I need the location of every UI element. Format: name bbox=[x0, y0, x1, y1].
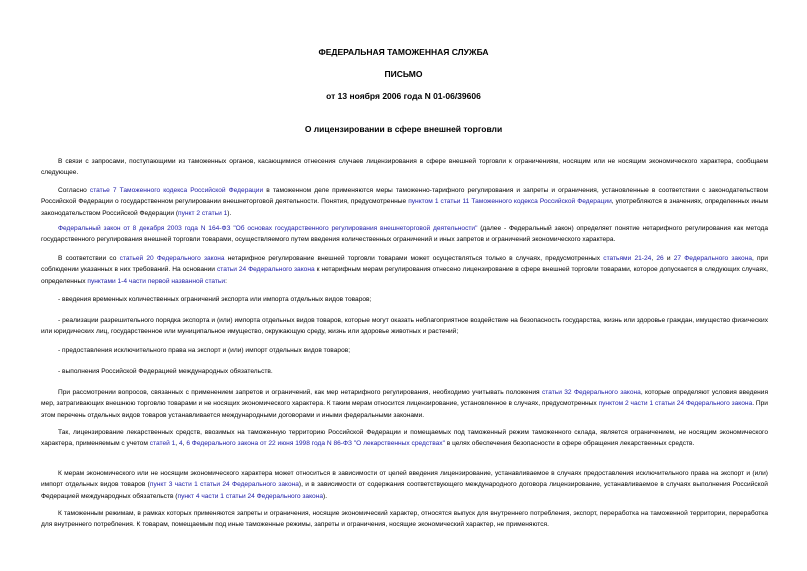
link-point-3-article-24[interactable]: пункт 3 части 1 статьи 24 Федерального закона bbox=[149, 481, 299, 489]
list-item-text: - предоставления исключительного права на экспорт и (или) импорт отдельных видов товаров; bbox=[58, 347, 351, 354]
link-article-1-point-2[interactable]: пункт 2 статьи 1 bbox=[178, 209, 228, 217]
link-law-article-32[interactable]: статьи 32 Федерального закона bbox=[541, 389, 641, 396]
document-date-number: от 13 ноября 2006 года N 01-06/39606 bbox=[326, 91, 481, 101]
link-law-86-article-1[interactable]: статей 1 bbox=[149, 440, 176, 448]
paragraph-1-text: В связи с запросами, поступающими из таможенных органов, касающимися отнесения случаев лицензирования в сфере внешней торговли к ограничениям, носящим или не носящим экономического характера, сообщаем следующее. bbox=[41, 158, 768, 177]
p4-text-7: : bbox=[225, 277, 227, 285]
link-points-1-4[interactable]: пунктами 1-4 части первой названной статьи bbox=[87, 277, 226, 285]
p5-text-1: При рассмотрении вопросов, связанных с применением запретов и ограничений, как мер нетарифного регулирования, необходимо учитывать положения bbox=[58, 389, 542, 396]
p5-text-2: , которые определяют условия введения мер, затрагивающих внешнюю торговлю товарами и не носящих экономического характера. К таким мерам относится лицензирование, установленное в случаях, предусмотренных bbox=[41, 389, 769, 408]
link-law-article-27[interactable]: 27 Федерального закона bbox=[673, 255, 753, 262]
list-item-text: - введения временных количественных ограничений экспорта или импорта отдельных видов товаров; bbox=[58, 296, 372, 303]
p2-text-3: , употребляются в значениях, определенных иным законодательством Российской Федерации ( bbox=[41, 198, 768, 217]
document-subject: О лицензировании в сфере внешней торговли bbox=[304, 124, 503, 134]
paragraph-4 bbox=[41, 253, 768, 287]
link-law-86-article-4[interactable]: 4 bbox=[178, 440, 183, 448]
p2-text-2: в таможенном деле применяются меры таможенно-тарифного регулирования и запреты и ограничения, установленные в соответствии с законодательством Российской Федерации о государственном регулировании внешнеторговой деятельности. Понятия, предусмотренные bbox=[41, 187, 768, 206]
p6-text-2: , bbox=[175, 440, 179, 448]
document-type: ПИСЬМО bbox=[384, 69, 423, 79]
list-item bbox=[41, 366, 768, 377]
paragraph-1 bbox=[41, 156, 768, 179]
link-federal-law-164[interactable]: Федеральный закон от 8 декабря 2003 года N 164-ФЗ "Об основах государственного регулирования внешнеторговой деятельности" bbox=[58, 225, 478, 232]
list-item bbox=[41, 294, 768, 305]
p7-text-1: К мерам экономического или не носящим экономического характера может относиться в зависимости от целей введения лицензирование, устанавливаемое в случаях предоставления исключительного права на экспорт и (или) импорт отдельных видов товаров ( bbox=[41, 470, 768, 489]
p4-text-5: , при соблюдении указанных в них требований. На основании bbox=[41, 255, 768, 274]
p7-text-3: ). bbox=[323, 492, 328, 500]
paragraph-5 bbox=[41, 387, 768, 421]
p4-text-3: , bbox=[651, 255, 657, 262]
paragraph-8 bbox=[41, 508, 768, 531]
paragraph-7 bbox=[41, 468, 768, 502]
p4-text-1: В соответствии со bbox=[58, 255, 120, 262]
agency-title: ФЕДЕРАЛЬНАЯ ТАМОЖЕННАЯ СЛУЖБА bbox=[318, 47, 489, 57]
link-tk-article-11[interactable]: пунктом 1 статьи 11 Таможенного кодекса Российской Федерации bbox=[408, 198, 612, 206]
p7-text-2: ), и в зависимости от содержания соответствующего международного договора лицензирование, устанавливаемое в случаях выполнения Российской Федерацией международных обязательств ( bbox=[41, 481, 768, 500]
link-law-article-24[interactable]: статьи 24 Федерального закона bbox=[216, 266, 315, 274]
p4-text-4: и bbox=[663, 255, 674, 262]
link-law-86-article-6[interactable]: 6 Федерального закона от 22 июня 1998 года N 86-ФЗ "О лекарственных средствах" bbox=[186, 440, 445, 448]
p5-text-3: . При этом перечень отдельных видов товаров устанавливается международными договорами и иными федеральными законами. bbox=[41, 400, 768, 419]
p3-text-1: (далее - Федеральный закон) определяет понятие нетарифного регулирования как метода государственного регулирования внешней торговли товарами, осуществляемого путем введения количественных ограничений и иных запретов и ограничений экономического характера. bbox=[41, 225, 768, 244]
p4-text-2: нетарифное регулирование внешней торговли товарами может осуществляться только в случаях, предусмотренных bbox=[224, 255, 604, 262]
link-law-articles-21-24[interactable]: статьями 21-24 bbox=[603, 255, 652, 262]
p6-text-1: Так, лицензирование лекарственных средств, ввозимых на таможенную территорию Российской Федерации и помещаемых под таможенный режим таможенного склада, является ограничением, не носящим экономического характера, применяемым с учетом bbox=[41, 429, 768, 448]
paragraph-6 bbox=[41, 427, 768, 450]
p2-text-1: Согласно bbox=[58, 187, 90, 194]
link-point-4-article-24[interactable]: пункт 4 части 1 статьи 24 Федерального закона bbox=[177, 492, 324, 500]
paragraph-3 bbox=[41, 223, 768, 246]
list-item bbox=[41, 315, 768, 338]
paragraph-2 bbox=[41, 185, 768, 219]
p2-text-4: ). bbox=[227, 209, 232, 217]
list-item bbox=[41, 345, 768, 356]
list-item-text: - выполнения Российской Федерацией международных обязательств. bbox=[58, 368, 273, 375]
link-law-article-20[interactable]: статьей 20 Федерального закона bbox=[119, 255, 225, 262]
link-point-2-article-24[interactable]: пунктом 2 части 1 статьи 24 Федерального закона bbox=[598, 400, 753, 408]
link-tk-article-7[interactable]: статье 7 Таможенного кодекса Российской Федерации bbox=[89, 187, 264, 194]
link-law-article-26[interactable]: 26 bbox=[656, 255, 664, 262]
list-item-text: - реализации разрешительного порядка экспорта и (или) импорта отдельных видов товаров, которые могут оказать неблагоприятное воздействие на безопасность государства, жизнь или здоровье граждан, имущество физических или юридических лиц, государственное или муниципальное имущество, окружающую среду, жизнь или здоровье животных и растений; bbox=[41, 317, 768, 336]
p6-text-4: в целях обеспечения безопасности в сфере обращения лекарственных средств. bbox=[444, 440, 695, 448]
p6-text-3: , bbox=[182, 440, 187, 448]
p4-text-6: к нетарифным мерам регулирования отнесено лицензирование в сфере внешней торговли товарами, которое допускается в следующих случаях, определенных bbox=[41, 266, 769, 285]
paragraph-8-text: К таможенным режимам, в рамках которых применяются запреты и ограничения, носящие экономический характер, относятся выпуск для внутреннего потребления, экспорт, переработка на таможенной территории, переработка для внутреннего потребления. К товарам, помещаемым под иные таможенные режимы, запреты и ограничения, носящие экономический характер, не применяются. bbox=[41, 510, 768, 529]
